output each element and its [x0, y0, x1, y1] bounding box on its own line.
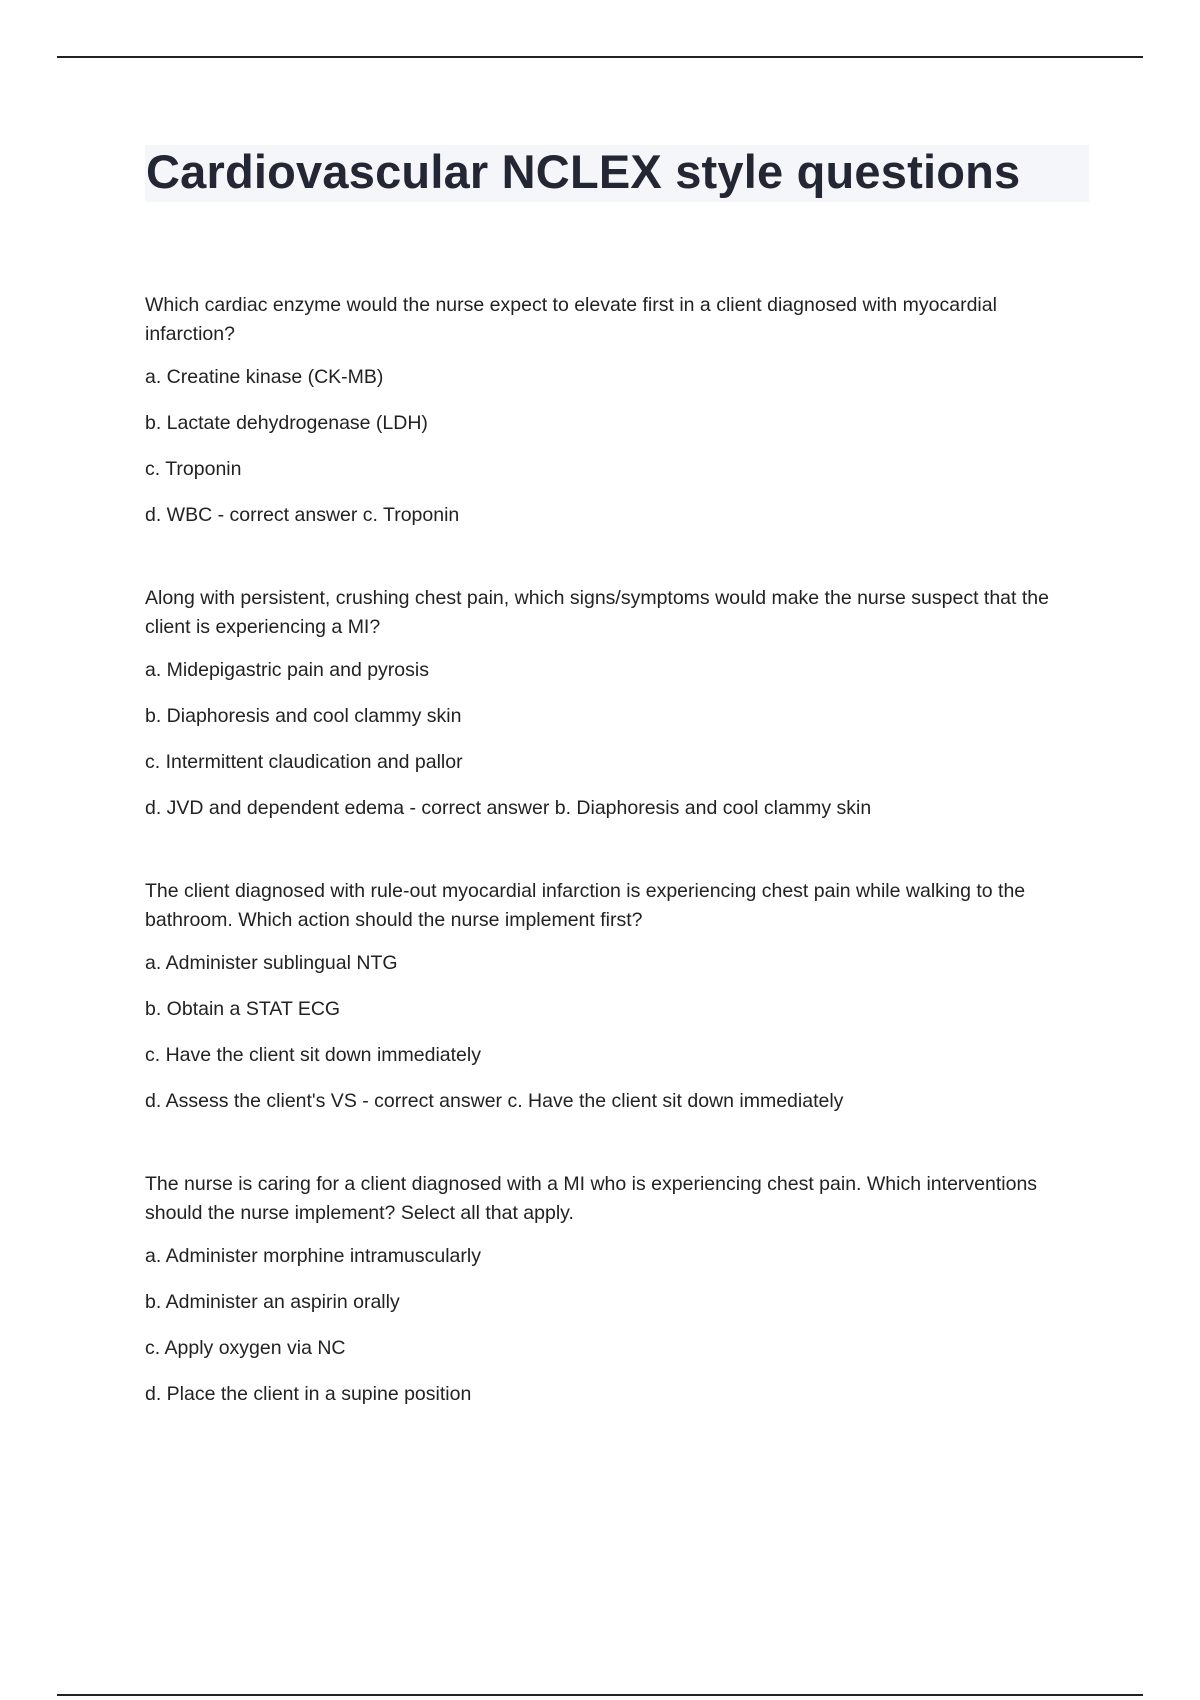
question-text: Along with persistent, crushing chest pain, which signs/symptoms would make the nurse suspect that the client is experiencing a MI?: [145, 587, 1049, 638]
question-4: [145, 1170, 1075, 1409]
answer-option-c: c. Intermittent claudication and pallor: [145, 751, 463, 773]
answer-option-d: d. Place the client in a supine position: [145, 1383, 472, 1405]
answer-option-d: d. Assess the client's VS - correct answer c. Have the client sit down immediately: [145, 1090, 844, 1112]
answer-option-d: d. JVD and dependent edema - correct answer b. Diaphoresis and cool clammy skin: [145, 797, 872, 819]
answer-option-a: a. Midepigastric pain and pyrosis: [145, 659, 429, 681]
answer-option-c: c. Troponin: [145, 458, 242, 480]
question-text: Which cardiac enzyme would the nurse expect to elevate first in a client diagnosed with myocardial infarction?: [145, 294, 997, 345]
answer-option-a: a. Administer sublingual NTG: [145, 952, 398, 974]
question-1: [145, 291, 1075, 530]
bottom-rule: [57, 1694, 1143, 1696]
question-2: [145, 584, 1075, 823]
answer-option-b: b. Diaphoresis and cool clammy skin: [145, 705, 462, 727]
answer-option-a: a. Administer morphine intramuscularly: [145, 1245, 481, 1267]
document-title: Cardiovascular NCLEX style questions: [146, 145, 1021, 198]
answer-option-d: d. WBC - correct answer c. Troponin: [145, 504, 460, 526]
question-text: The client diagnosed with rule-out myocardial infarction is experiencing chest pain while walking to the bathroom. Which action should the nurse implement first?: [145, 880, 1026, 931]
answer-option-b: b. Lactate dehydrogenase (LDH): [145, 412, 428, 434]
question-text: The nurse is caring for a client diagnosed with a MI who is experiencing chest pain. Which interventions should the nurse implement? Select all that apply.: [145, 1173, 1038, 1224]
question-list: [145, 291, 1075, 1463]
question-3: [145, 877, 1075, 1116]
answer-option-c: c. Have the client sit down immediately: [145, 1044, 481, 1066]
answer-option-a: a. Creatine kinase (CK-MB): [145, 366, 384, 388]
answer-option-b: b. Administer an aspirin orally: [145, 1291, 400, 1313]
answer-option-b: b. Obtain a STAT ECG: [145, 998, 341, 1020]
top-rule: [57, 56, 1143, 58]
answer-option-c: c. Apply oxygen via NC: [145, 1337, 346, 1359]
